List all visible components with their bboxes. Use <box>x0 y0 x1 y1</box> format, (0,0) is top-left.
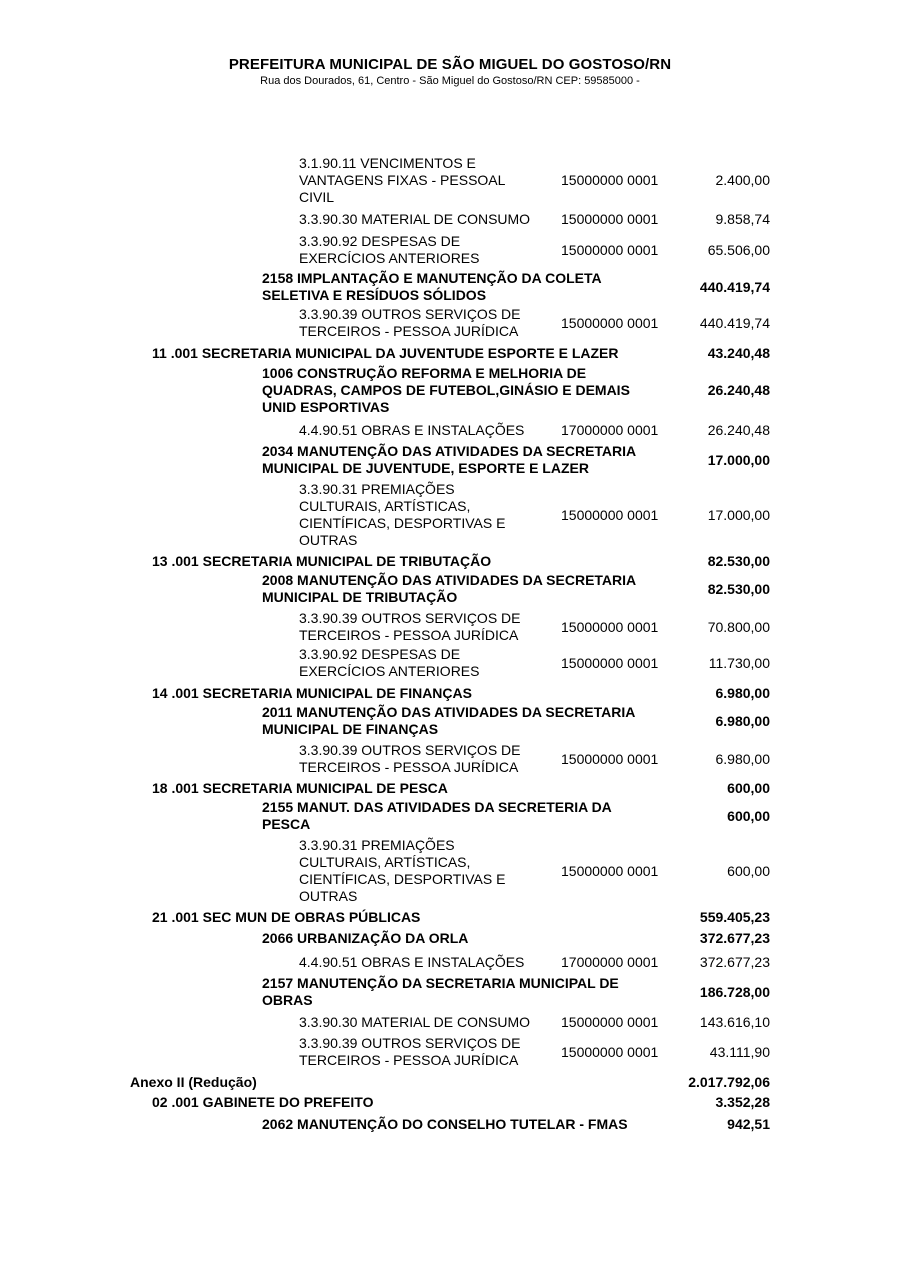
row-description <box>262 572 682 606</box>
description-line: MUNICIPAL DE TRIBUTAÇÃO <box>262 589 458 605</box>
row-value: 440.419,74 <box>699 279 770 295</box>
description-line: VANTAGENS FIXAS - PESSOAL <box>299 172 506 188</box>
row-description <box>299 211 554 228</box>
row-description <box>299 742 554 776</box>
row-value: 3.352,28 <box>715 1094 770 1110</box>
row-value: 440.419,74 <box>699 315 770 331</box>
description-line: EXERCÍCIOS ANTERIORES <box>299 250 480 266</box>
page-title: PREFEITURA MUNICIPAL DE SÃO MIGUEL DO GOSTOSO/RN <box>228 56 672 73</box>
description-line: 2066 URBANIZAÇÃO DA ORLA <box>262 930 469 946</box>
row-value: 372.677,23 <box>699 954 770 970</box>
row-description <box>299 306 554 340</box>
row-description <box>262 1116 682 1133</box>
description-line: OUTRAS <box>299 888 358 904</box>
row-fonte: 15000000 0001 <box>561 1044 659 1060</box>
description-line: 4.4.90.51 OBRAS E INSTALAÇÕES <box>299 422 525 438</box>
description-line: MUNICIPAL DE JUVENTUDE, ESPORTE E LAZER <box>262 460 589 476</box>
row-value: 942,51 <box>727 1116 770 1132</box>
row-value: 82.530,00 <box>707 553 770 569</box>
row-value: 17.000,00 <box>707 452 770 468</box>
row-fonte: 15000000 0001 <box>561 242 659 258</box>
row-description <box>152 553 682 570</box>
description-line: CULTURAIS, ARTÍSTICAS, <box>299 854 471 870</box>
description-line: Anexo II (Redução) <box>130 1074 257 1090</box>
description-line: 02 .001 GABINETE DO PREFEITO <box>152 1094 374 1110</box>
description-line: 14 .001 SECRETARIA MUNICIPAL DE FINANÇAS <box>152 685 472 701</box>
description-line: 2034 MANUTENÇÃO DAS ATIVIDADES DA SECRETARIA <box>262 443 637 459</box>
row-value: 600,00 <box>727 780 770 796</box>
description-line: TERCEIROS - PESSOA JURÍDICA <box>299 627 519 643</box>
row-fonte: 15000000 0001 <box>561 172 659 188</box>
description-line: OBRAS <box>262 992 313 1008</box>
row-value: 11.730,00 <box>708 655 770 671</box>
row-value: 186.728,00 <box>699 984 770 1000</box>
description-line: 2011 MANUTENÇÃO DAS ATIVIDADES DA SECRETARIA <box>262 704 636 720</box>
row-description <box>299 481 554 549</box>
description-line: MUNICIPAL DE FINANÇAS <box>262 721 439 737</box>
description-line: EXERCÍCIOS ANTERIORES <box>299 663 480 679</box>
description-line: 3.3.90.39 OUTROS SERVIÇOS DE <box>299 610 521 626</box>
row-description <box>152 685 682 702</box>
row-fonte: 15000000 0001 <box>561 751 659 767</box>
row-value: 6.980,00 <box>715 751 770 767</box>
description-line: TERCEIROS - PESSOA JURÍDICA <box>299 323 519 339</box>
description-line: SELETIVA E RESÍDUOS SÓLIDOS <box>262 287 487 303</box>
row-description <box>152 780 682 797</box>
row-description <box>299 837 554 905</box>
row-description <box>262 975 682 1009</box>
description-line: 1006 CONSTRUÇÃO REFORMA E MELHORIA DE <box>262 365 587 381</box>
row-value: 6.980,00 <box>715 685 770 701</box>
description-line: 2158 IMPLANTAÇÃO E MANUTENÇÃO DA COLETA <box>262 270 602 286</box>
page-address: Rua dos Dourados, 61, Centro - São Miguel do Gostoso/RN CEP: 59585000 - <box>260 75 640 87</box>
row-fonte: 15000000 0001 <box>561 1014 659 1030</box>
description-line: 3.3.90.39 OUTROS SERVIÇOS DE <box>299 1035 521 1051</box>
description-line: CIENTÍFICAS, DESPORTIVAS E <box>299 515 506 531</box>
row-description <box>262 443 682 477</box>
description-line: 2062 MANUTENÇÃO DO CONSELHO TUTELAR - FMAS <box>262 1116 628 1132</box>
row-value: 9.858,74 <box>715 211 770 227</box>
row-value: 143.616,10 <box>699 1014 770 1030</box>
description-line: QUADRAS, CAMPOS DE FUTEBOL,GINÁSIO E DEMAIS <box>262 382 630 398</box>
row-value: 2.017.792,06 <box>688 1074 770 1090</box>
description-line: 3.3.90.31 PREMIAÇÕES <box>299 837 455 853</box>
row-value: 26.240,48 <box>707 382 770 398</box>
row-fonte: 15000000 0001 <box>561 863 659 879</box>
description-line: 13 .001 SECRETARIA MUNICIPAL DE TRIBUTAÇÃO <box>152 553 492 569</box>
description-line: 3.3.90.39 OUTROS SERVIÇOS DE <box>299 742 521 758</box>
description-line: 18 .001 SECRETARIA MUNICIPAL DE PESCA <box>152 780 448 796</box>
description-line: 3.3.90.39 OUTROS SERVIÇOS DE <box>299 306 521 322</box>
row-description <box>262 365 682 416</box>
description-line: OUTRAS <box>299 532 358 548</box>
row-fonte: 17000000 0001 <box>561 954 659 970</box>
row-value: 26.240,48 <box>707 422 770 438</box>
row-description <box>299 233 554 267</box>
row-value: 43.111,90 <box>709 1044 770 1060</box>
description-line: 2008 MANUTENÇÃO DAS ATIVIDADES DA SECRETARIA <box>262 572 637 588</box>
row-value: 70.800,00 <box>707 619 770 635</box>
description-line: UNID ESPORTIVAS <box>262 399 390 415</box>
row-value: 82.530,00 <box>707 581 770 597</box>
row-fonte: 17000000 0001 <box>561 422 659 438</box>
row-fonte: 15000000 0001 <box>561 655 659 671</box>
row-description <box>152 1094 682 1111</box>
row-description <box>299 1014 554 1031</box>
row-fonte: 15000000 0001 <box>561 211 659 227</box>
row-description <box>262 930 682 947</box>
row-description <box>299 646 554 680</box>
description-line: 3.3.90.30 MATERIAL DE CONSUMO <box>299 211 531 227</box>
description-line: 11 .001 SECRETARIA MUNICIPAL DA JUVENTUDE ESPORTE E LAZER <box>152 345 619 361</box>
description-line: CIENTÍFICAS, DESPORTIVAS E <box>299 871 506 887</box>
description-line: 3.3.90.92 DESPESAS DE <box>299 233 461 249</box>
row-fonte: 15000000 0001 <box>561 507 659 523</box>
row-value: 372.677,23 <box>699 930 770 946</box>
description-line: 2157 MANUTENÇÃO DA SECRETARIA MUNICIPAL DE <box>262 975 619 991</box>
description-line: 2155 MANUT. DAS ATIVIDADES DA SECRETERIA DA <box>262 799 612 815</box>
row-value: 65.506,00 <box>707 242 770 258</box>
description-line: TERCEIROS - PESSOA JURÍDICA <box>299 759 519 775</box>
row-value: 559.405,23 <box>699 909 770 925</box>
description-line: 3.3.90.92 DESPESAS DE <box>299 646 461 662</box>
row-value: 43.240,48 <box>707 345 770 361</box>
row-value: 6.980,00 <box>715 713 770 729</box>
row-description <box>299 954 554 971</box>
description-line: 3.1.90.11 VENCIMENTOS E <box>299 155 476 171</box>
row-fonte: 15000000 0001 <box>561 619 659 635</box>
description-line: 4.4.90.51 OBRAS E INSTALAÇÕES <box>299 954 525 970</box>
row-description <box>299 422 554 439</box>
row-value: 2.400,00 <box>715 172 770 188</box>
description-line: 21 .001 SEC MUN DE OBRAS PÚBLICAS <box>152 909 421 925</box>
row-value: 600,00 <box>727 863 770 879</box>
description-line: 3.3.90.30 MATERIAL DE CONSUMO <box>299 1014 531 1030</box>
description-line: CULTURAIS, ARTÍSTICAS, <box>299 498 471 514</box>
row-description <box>130 1074 690 1091</box>
row-description <box>262 270 682 304</box>
row-value: 600,00 <box>727 808 770 824</box>
description-line: TERCEIROS - PESSOA JURÍDICA <box>299 1052 519 1068</box>
row-description <box>262 799 682 833</box>
description-line: 3.3.90.31 PREMIAÇÕES <box>299 481 455 497</box>
row-description <box>299 155 554 206</box>
row-description <box>262 704 682 738</box>
row-description <box>299 1035 554 1069</box>
description-line: CIVIL <box>299 189 335 205</box>
row-description <box>152 345 682 362</box>
row-description <box>299 610 554 644</box>
row-description <box>152 909 682 926</box>
row-value: 17.000,00 <box>707 507 770 523</box>
description-line: PESCA <box>262 816 311 832</box>
row-fonte: 15000000 0001 <box>561 315 659 331</box>
